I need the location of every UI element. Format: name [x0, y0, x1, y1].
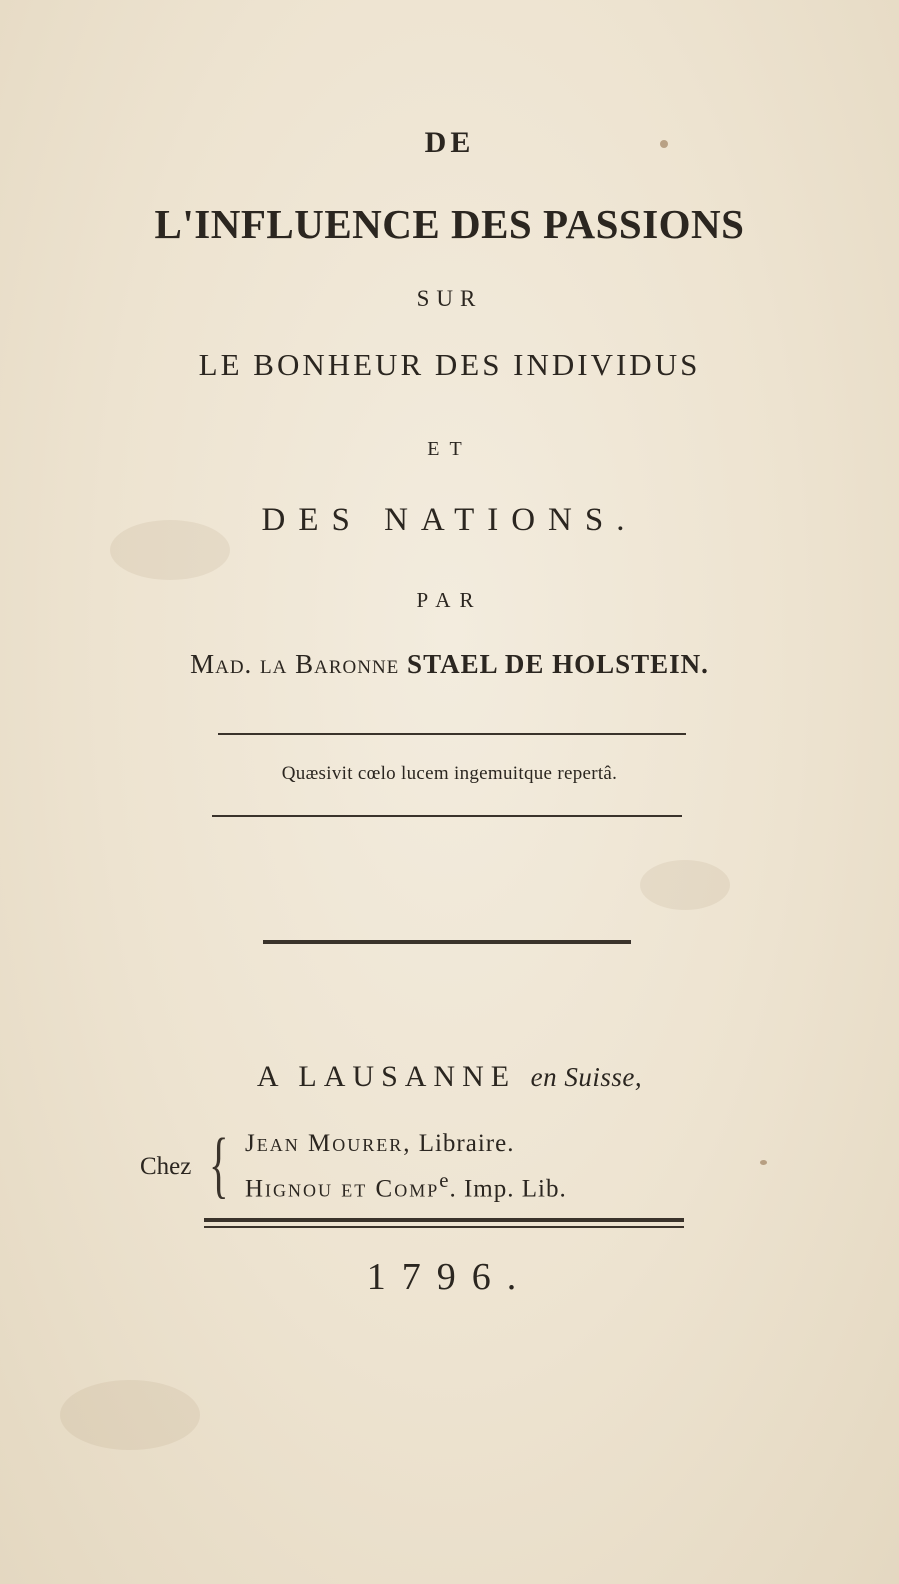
publication-year: 1796.: [366, 1256, 533, 1298]
author-line: [0, 649, 899, 680]
subtitle-line-2: DES NATIONS.: [261, 502, 638, 538]
author-name: STAEL DE HOLSTEIN.: [407, 649, 709, 679]
printer-1-role: Libraire.: [418, 1130, 515, 1157]
motto-top-rule: [218, 733, 686, 735]
motto: Quæsivit cœlo lucem ingemuitque repertâ.: [281, 763, 618, 784]
printer-1-name: Jean Mourer,: [245, 1130, 412, 1157]
title-par: PAR: [416, 588, 483, 612]
title-sur: SUR: [416, 286, 483, 311]
imprint-city-line: [0, 1060, 899, 1094]
title-et: ET: [427, 438, 472, 460]
author-prefix: Mad. la Baronne: [190, 649, 400, 679]
printer-line-1: [245, 1130, 514, 1158]
printer-2-name: Hignou et Comp: [245, 1175, 440, 1203]
printer-line-2: [245, 1168, 567, 1203]
imprint-chez: Chez: [140, 1153, 192, 1180]
imprint-region: en Suisse,: [530, 1062, 643, 1092]
printer-2-role: . Imp. Lib.: [449, 1175, 567, 1203]
motto-bottom-rule: [212, 815, 682, 817]
printer-2-superscript: e: [439, 1168, 450, 1192]
subtitle-line-1: LE BONHEUR DES INDIVIDUS: [198, 347, 701, 382]
imprint-double-rule: [204, 1218, 684, 1228]
title-de: DE: [424, 126, 475, 159]
ornamental-rule: [263, 940, 631, 944]
brace-glyph: {: [209, 1124, 229, 1206]
main-title: L'INFLUENCE DES PASSIONS: [154, 201, 745, 247]
imprint-city: A LAUSANNE: [256, 1060, 517, 1093]
